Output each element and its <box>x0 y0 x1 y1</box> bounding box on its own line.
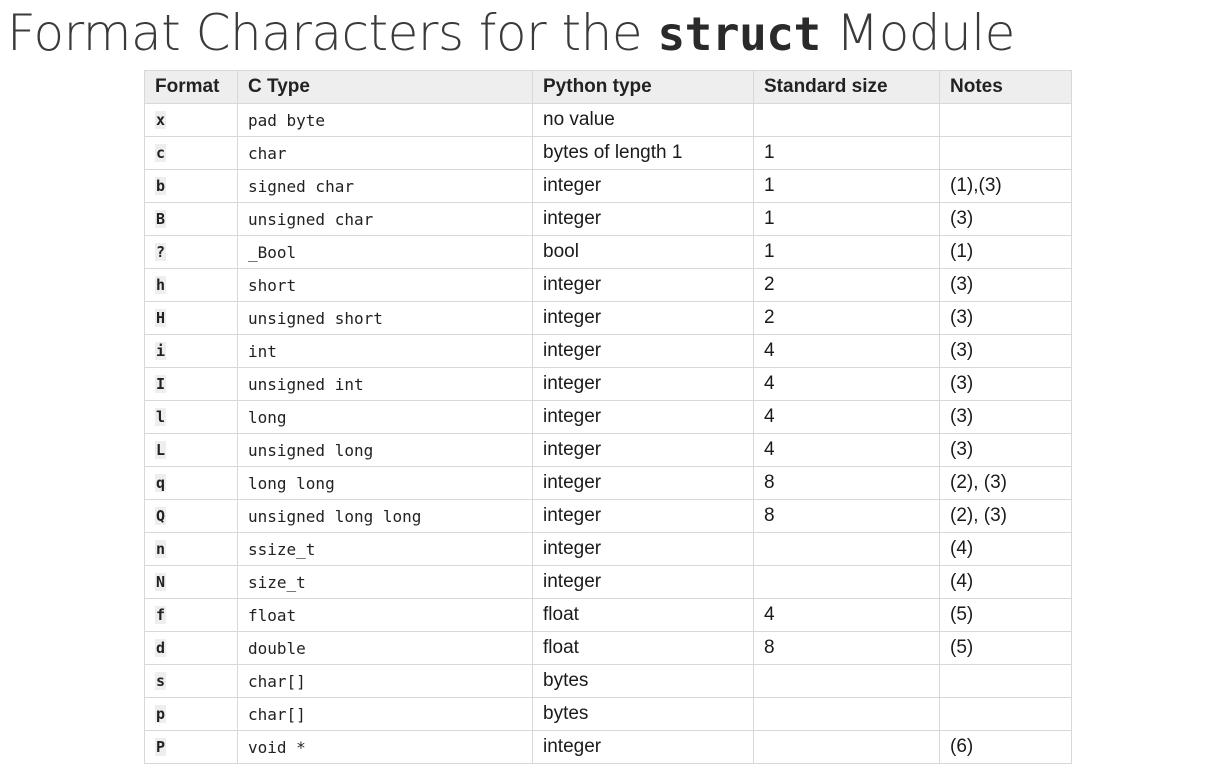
cell-python-type: integer <box>533 533 754 566</box>
table-header-row <box>145 71 1072 104</box>
cell-notes: (1) <box>940 236 1072 269</box>
table-row <box>145 401 1072 434</box>
cell-python-type: integer <box>533 302 754 335</box>
format-code: p <box>156 705 166 723</box>
cell-c-type: unsigned int <box>238 368 533 401</box>
cell-standard-size <box>754 566 940 599</box>
cell-python-type: bytes <box>533 698 754 731</box>
cell-python-type: integer <box>533 401 754 434</box>
cell-python-type: bool <box>533 236 754 269</box>
cell-notes: (3) <box>940 302 1072 335</box>
cell-format <box>145 698 238 731</box>
format-code: ? <box>156 243 166 261</box>
cell-format <box>145 434 238 467</box>
cell-standard-size <box>754 104 940 137</box>
table-row <box>145 335 1072 368</box>
cell-c-type: unsigned long <box>238 434 533 467</box>
format-code: H <box>156 309 166 327</box>
cell-python-type: float <box>533 599 754 632</box>
cell-notes <box>940 104 1072 137</box>
cell-standard-size: 4 <box>754 335 940 368</box>
cell-standard-size: 1 <box>754 203 940 236</box>
table-row <box>145 599 1072 632</box>
cell-format <box>145 104 238 137</box>
cell-notes: (3) <box>940 335 1072 368</box>
cell-format <box>145 632 238 665</box>
header-python-type: Python type <box>533 71 754 104</box>
format-code: f <box>156 606 166 624</box>
table-body <box>145 104 1072 764</box>
cell-c-type: _Bool <box>238 236 533 269</box>
cell-format <box>145 170 238 203</box>
table-row <box>145 566 1072 599</box>
cell-format <box>145 533 238 566</box>
cell-notes: (4) <box>940 533 1072 566</box>
table-row <box>145 203 1072 236</box>
cell-notes: (2), (3) <box>940 500 1072 533</box>
cell-standard-size: 8 <box>754 500 940 533</box>
cell-c-type: char[] <box>238 698 533 731</box>
cell-format <box>145 401 238 434</box>
cell-python-type: no value <box>533 104 754 137</box>
table-row <box>145 665 1072 698</box>
cell-notes <box>940 137 1072 170</box>
cell-c-type: double <box>238 632 533 665</box>
format-code: Q <box>156 507 166 525</box>
cell-notes: (2), (3) <box>940 467 1072 500</box>
cell-c-type: size_t <box>238 566 533 599</box>
format-code: i <box>156 342 166 360</box>
cell-notes: (5) <box>940 599 1072 632</box>
cell-python-type: integer <box>533 434 754 467</box>
cell-notes <box>940 665 1072 698</box>
cell-standard-size: 1 <box>754 137 940 170</box>
title-suffix: Module <box>820 4 1015 62</box>
table-row <box>145 434 1072 467</box>
format-code: B <box>156 210 166 228</box>
header-format: Format <box>145 71 238 104</box>
cell-python-type: integer <box>533 170 754 203</box>
table-row <box>145 236 1072 269</box>
cell-c-type: unsigned short <box>238 302 533 335</box>
cell-notes: (5) <box>940 632 1072 665</box>
cell-c-type: long <box>238 401 533 434</box>
format-code: h <box>156 276 166 294</box>
format-code: s <box>156 672 166 690</box>
cell-c-type: unsigned long long <box>238 500 533 533</box>
cell-c-type: pad byte <box>238 104 533 137</box>
table-row <box>145 269 1072 302</box>
table-row <box>145 632 1072 665</box>
format-code: x <box>156 111 166 129</box>
header-c-type: C Type <box>238 71 533 104</box>
cell-notes: (6) <box>940 731 1072 764</box>
cell-python-type: integer <box>533 566 754 599</box>
cell-notes: (4) <box>940 566 1072 599</box>
cell-notes <box>940 698 1072 731</box>
cell-standard-size <box>754 665 940 698</box>
cell-notes: (3) <box>940 269 1072 302</box>
cell-python-type: integer <box>533 368 754 401</box>
cell-notes: (3) <box>940 434 1072 467</box>
cell-standard-size <box>754 698 940 731</box>
cell-c-type: ssize_t <box>238 533 533 566</box>
cell-format <box>145 665 238 698</box>
cell-format <box>145 269 238 302</box>
cell-python-type: bytes of length 1 <box>533 137 754 170</box>
table-row <box>145 467 1072 500</box>
table-row <box>145 137 1072 170</box>
cell-python-type: integer <box>533 269 754 302</box>
cell-standard-size: 4 <box>754 599 940 632</box>
cell-notes: (3) <box>940 401 1072 434</box>
cell-c-type: void * <box>238 731 533 764</box>
cell-format <box>145 599 238 632</box>
cell-python-type: float <box>533 632 754 665</box>
format-code: b <box>156 177 166 195</box>
table-row <box>145 104 1072 137</box>
cell-standard-size: 1 <box>754 236 940 269</box>
cell-standard-size: 8 <box>754 632 940 665</box>
cell-notes: (3) <box>940 368 1072 401</box>
table-row <box>145 698 1072 731</box>
header-standard-size: Standard size <box>754 71 940 104</box>
cell-c-type: float <box>238 599 533 632</box>
title-code: struct <box>657 7 821 61</box>
cell-standard-size: 8 <box>754 467 940 500</box>
cell-standard-size: 2 <box>754 302 940 335</box>
cell-python-type: bytes <box>533 665 754 698</box>
format-code: l <box>156 408 166 426</box>
table-row <box>145 368 1072 401</box>
cell-standard-size: 2 <box>754 269 940 302</box>
cell-c-type: int <box>238 335 533 368</box>
cell-format <box>145 335 238 368</box>
cell-python-type: integer <box>533 203 754 236</box>
cell-format <box>145 467 238 500</box>
cell-format <box>145 500 238 533</box>
cell-python-type: integer <box>533 731 754 764</box>
format-code: N <box>156 573 166 591</box>
cell-python-type: integer <box>533 500 754 533</box>
cell-standard-size <box>754 533 940 566</box>
cell-format <box>145 566 238 599</box>
cell-standard-size: 4 <box>754 368 940 401</box>
format-code: I <box>156 375 166 393</box>
cell-c-type: char <box>238 137 533 170</box>
format-code: q <box>156 474 166 492</box>
cell-c-type: signed char <box>238 170 533 203</box>
cell-format <box>145 302 238 335</box>
cell-format <box>145 368 238 401</box>
cell-c-type: char[] <box>238 665 533 698</box>
cell-c-type: unsigned char <box>238 203 533 236</box>
table-row <box>145 170 1072 203</box>
slide-title <box>7 0 1015 66</box>
title-prefix: Format Characters for the <box>7 4 658 62</box>
format-characters-table <box>144 70 1072 764</box>
format-code: P <box>156 738 166 756</box>
cell-standard-size: 4 <box>754 434 940 467</box>
table-row <box>145 533 1072 566</box>
cell-c-type: long long <box>238 467 533 500</box>
cell-notes: (1),(3) <box>940 170 1072 203</box>
format-code: d <box>156 639 166 657</box>
cell-c-type: short <box>238 269 533 302</box>
format-code: c <box>156 144 166 162</box>
table-row <box>145 302 1072 335</box>
cell-standard-size: 4 <box>754 401 940 434</box>
header-notes: Notes <box>940 71 1072 104</box>
cell-standard-size: 1 <box>754 170 940 203</box>
cell-format <box>145 203 238 236</box>
cell-python-type: integer <box>533 335 754 368</box>
cell-python-type: integer <box>533 467 754 500</box>
format-code: L <box>156 441 166 459</box>
table-row <box>145 500 1072 533</box>
cell-notes: (3) <box>940 203 1072 236</box>
format-code: n <box>156 540 166 558</box>
cell-format <box>145 236 238 269</box>
cell-format <box>145 137 238 170</box>
format-table-container <box>144 70 1071 764</box>
